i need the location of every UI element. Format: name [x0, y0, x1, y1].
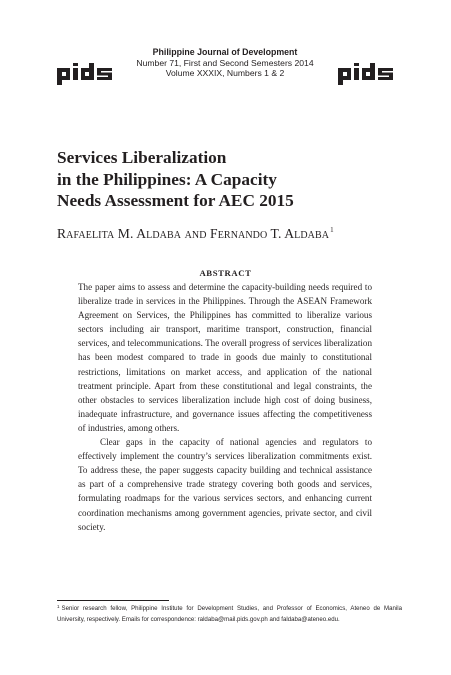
title-line-3: Needs Assessment for AEC 2015 [57, 191, 294, 210]
footnote-text: Senior research fellow, Philippine Institute for Development Studies, and Professor of Economics, Ateneo de Manila University, respectively. Emails for correspondence: raldaba@mail.pids.gov.ph and faldaba@ateneo.edu. [57, 605, 402, 623]
footnote-divider [57, 600, 169, 601]
pids-logo-right [338, 63, 394, 85]
abstract-paragraph-1: The paper aims to assess and determine the capacity-building needs required to liberalize trade in services in the Philippines. Through the ASEAN Framework Agreement on Services, the Philippines has committed to liberalize various sectors including air transport, maritime transport, construction, financial services, and telecommunications. The overall progress of services liberalization has been modest compared to trade in goods due mainly to constitutional restrictions, limitations on market access, and application of the national treatment principle. Apart from these constitutional and legal constraints, the other obstacles to services liberalization include high cost of doing business, inadequate infrastructure, and governance issues affecting the competitiveness of industries, among others. [78, 282, 372, 433]
footnote-mark: 1 [57, 604, 60, 609]
title-line-1: Services Liberalization [57, 148, 227, 167]
abstract-heading: ABSTRACT [199, 268, 252, 278]
journal-name: Philippine Journal of Development [152, 47, 298, 57]
article-authors [57, 226, 402, 242]
author-footnote-mark: 1 [330, 226, 334, 234]
journal-masthead [110, 47, 340, 79]
journal-volume: Volume XXXIX, Numbers 1 & 2 [165, 68, 285, 79]
article-title [57, 147, 397, 212]
title-line-2: in the Philippines: A Capacity [57, 169, 277, 189]
author-footnote [57, 602, 402, 625]
author-names: Rafaelita M. Aldaba and Fernando T. Aldaba [57, 226, 330, 241]
pids-logo-left [57, 63, 113, 85]
abstract-body [78, 280, 372, 534]
journal-issue: Number 71, First and Second Semesters 2014 [136, 57, 314, 68]
abstract-paragraph-2: Clear gaps in the capacity of national agencies and regulators to effectively implement the country’s services liberalization commitments exist. To address these, the paper suggests capacity building and technical assistance as part of a comprehensive trade strategy covering both goods and services, formulating roadmaps for the various services sectors, and enhancing current coordination mechanisms among government agencies, private sector, and civil society. [78, 437, 372, 532]
